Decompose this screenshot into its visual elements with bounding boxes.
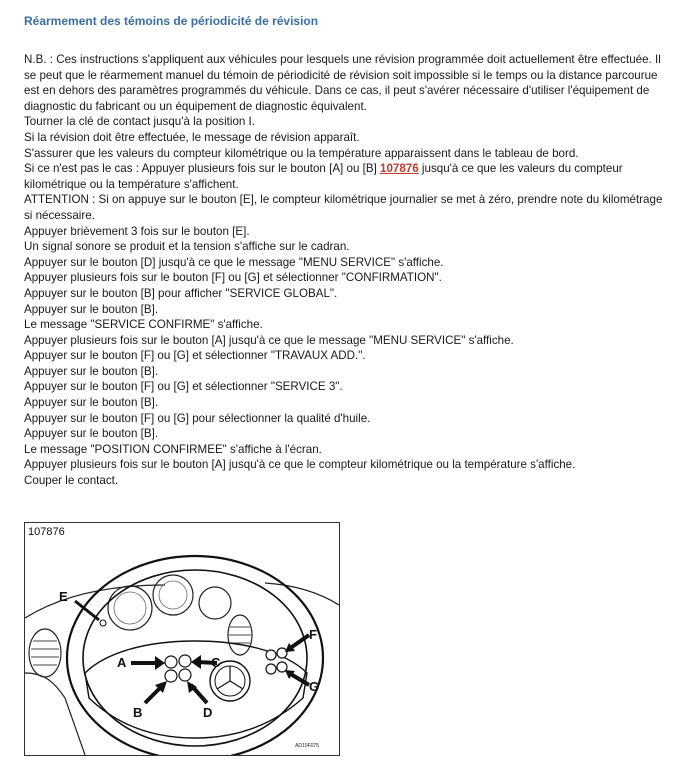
air-vent-left	[29, 629, 61, 677]
instruction-step: ATTENTION : Si on appuye sur le bouton [E], le compteur kilométrique journalier se met à zéro, prendre note du kilométrage si nécessaire.	[24, 193, 663, 222]
instruction-step: Un signal sonore se produit et la tension s'affiche sur le cadran.	[24, 240, 350, 254]
instructions	[24, 52, 664, 489]
instruction-step: Appuyer sur le bouton [D] jusqu'à ce que le message "MENU SERVICE" s'affiche.	[24, 255, 444, 269]
instruction-line-with-link	[24, 161, 664, 192]
steering-wheel-illustration	[25, 523, 339, 755]
instruction-step: Appuyer sur le bouton [B] pour afficher "SERVICE GLOBAL".	[24, 286, 338, 300]
instruction-step: Appuyer sur le bouton [F] ou [G] et sélectionner "TRAVAUX ADD.".	[24, 349, 366, 363]
link-line-before: Si ce n'est pas le cas : Appuyer plusieurs fois sur le bouton [A] ou [B]	[24, 162, 381, 176]
instruction-line: Tourner la clé de contact jusqu'à la position I.	[24, 115, 256, 129]
figure-reference-link[interactable]: 107876	[380, 162, 419, 176]
label-d: D	[203, 705, 213, 720]
figure-code: AD19F075	[295, 743, 319, 749]
instruction-step: Le message "POSITION CONFIRMEE" s'affiche à l'écran.	[24, 442, 322, 456]
button-e-marker	[100, 620, 106, 626]
page-title: Réarmement des témoins de périodicité de révision	[24, 14, 319, 28]
instruction-line: Si la révision doit être effectuée, le message de révision apparaît.	[24, 130, 360, 144]
label-e: E	[59, 589, 68, 604]
instruction-step: Appuyer plusieurs fois sur le bouton [F] ou [G] et sélectionner "CONFIRMATION".	[24, 271, 442, 285]
instruction-step: Appuyer sur le bouton [F] ou [G] et sélectionner "SERVICE 3".	[24, 380, 343, 394]
instruction-step: Appuyer plusieurs fois sur le bouton [A] jusqu'à ce que le message "MENU SERVICE" s'affiche.	[24, 333, 514, 347]
instruction-step: Appuyer sur le bouton [F] ou [G] pour sélectionner la qualité d'huile.	[24, 411, 371, 425]
label-a: A	[117, 655, 127, 670]
figure-number: 107876	[28, 526, 65, 538]
link-line-after: jusqu'à ce que les valeurs du compteur kilométrique ou la température s'affichent.	[24, 162, 623, 191]
instruction-line: S'assurer que les valeurs du compteur kilométrique ou la température apparaissent dans le tableau de bord.	[24, 146, 579, 160]
instruction-step: Le message "SERVICE CONFIRME" s'affiche.	[24, 318, 263, 332]
left-button-cluster	[165, 655, 191, 682]
instruction-step: Appuyer sur le bouton [B].	[24, 396, 159, 410]
instruction-step: Appuyer sur le bouton [B].	[24, 427, 159, 441]
label-c: C	[211, 655, 221, 670]
label-f: F	[309, 627, 317, 642]
instruction-step: Appuyer brièvement 3 fois sur le bouton [E].	[24, 224, 250, 238]
note-paragraph: N.B. : Ces instructions s'appliquent aux véhicules pour lesquels une révision programmée doit actuellement être effectuée. Il se peut que le réarmement manuel du témoin de périodicité de révision soit impossible si le temps ou la distance parcourue est en dehors des paramètres programmés du véhicule. Dans ce cas, il peut s'avérer nécessaire d'utiliser l'équipement de diagnostic du fabricant ou un équipement de diagnostic équivalent.	[24, 53, 661, 113]
instruction-step: Appuyer plusieurs fois sur le bouton [A] jusqu'à ce que le compteur kilométrique ou la température s'affiche.	[24, 458, 576, 472]
right-button-cluster	[266, 648, 287, 674]
steering-wheel-figure	[24, 522, 340, 756]
label-b: B	[133, 705, 143, 720]
label-g: G	[309, 679, 320, 694]
instrument-cluster	[108, 575, 231, 630]
air-vent-center	[228, 615, 252, 655]
instruction-step: Appuyer sur le bouton [B].	[24, 364, 159, 378]
instruction-step: Couper le contact.	[24, 474, 119, 488]
instruction-step: Appuyer sur le bouton [B].	[24, 302, 159, 316]
